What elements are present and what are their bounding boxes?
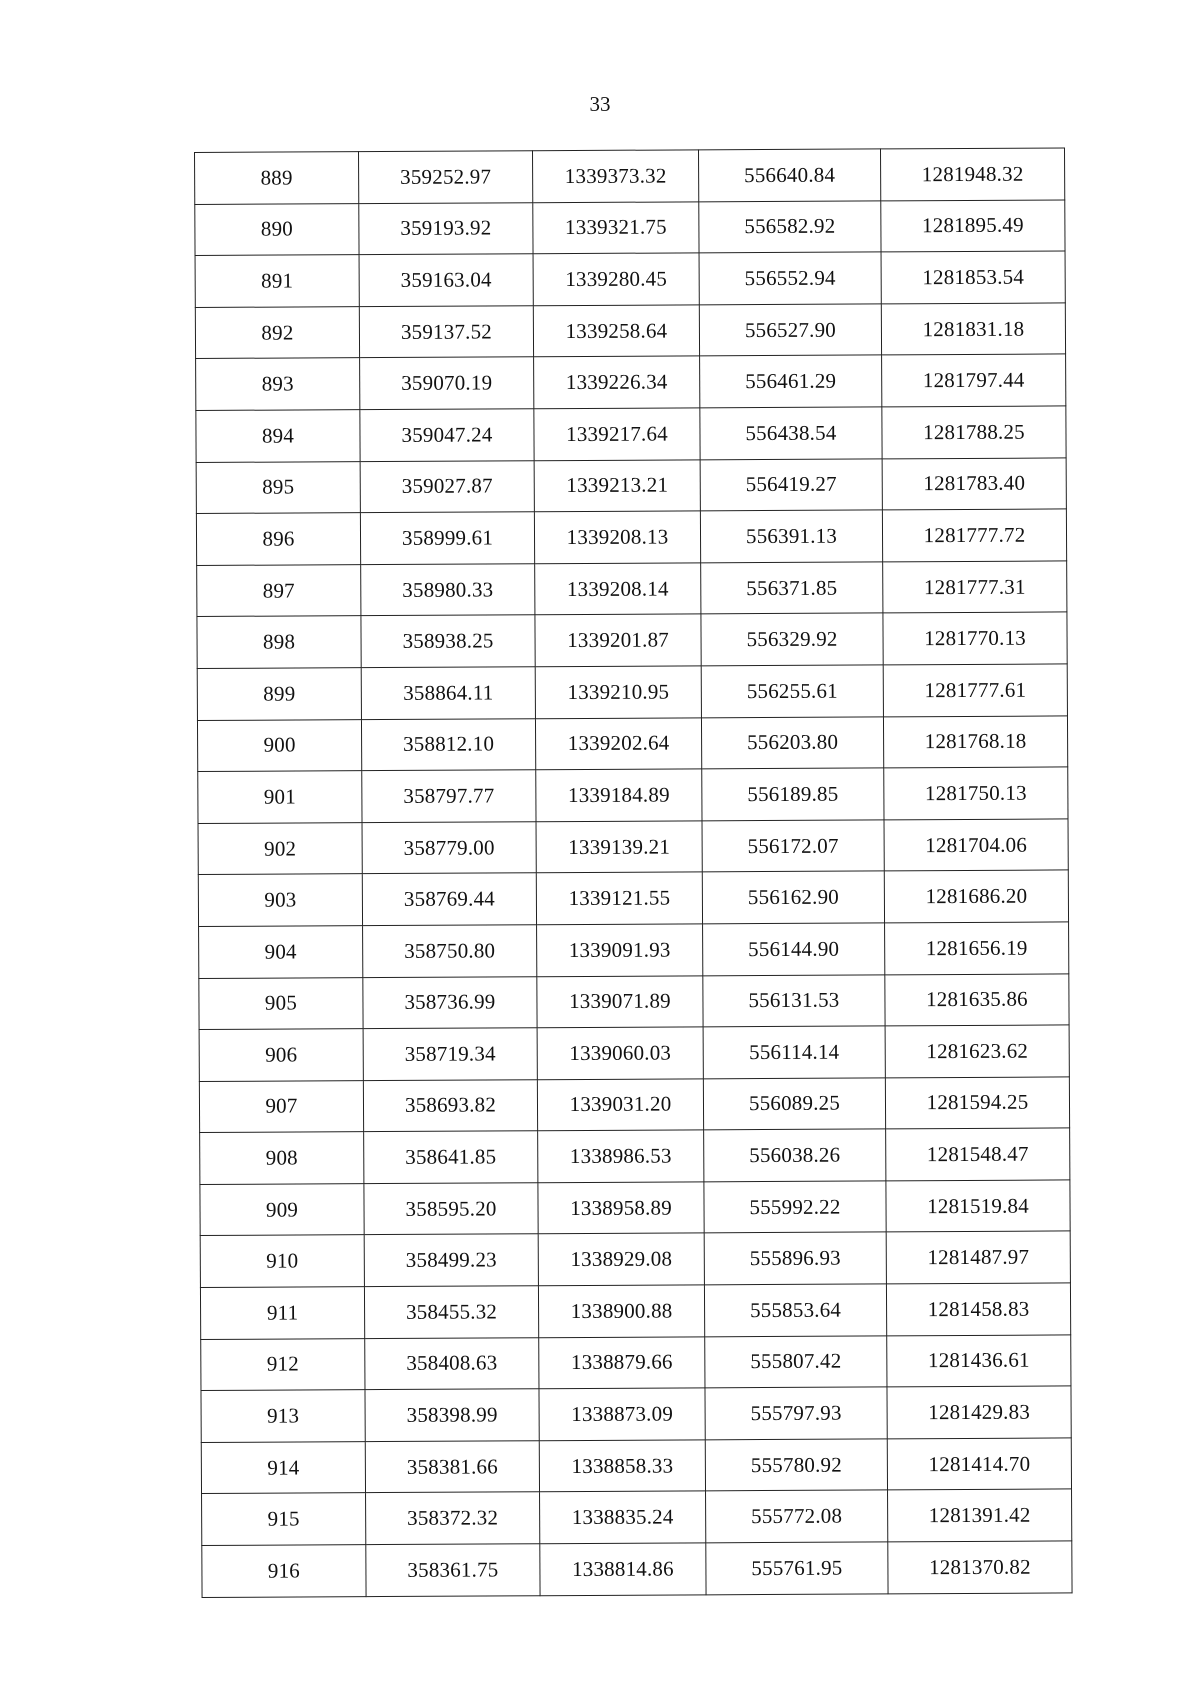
point-id-cell: 894 [196, 410, 360, 462]
point-id-cell: 898 [197, 616, 361, 668]
coord-a-cell: 358499.23 [364, 1234, 538, 1287]
coord-b-cell: 1339213.21 [534, 459, 700, 511]
table-row [200, 1231, 1070, 1287]
coord-a-cell: 358797.77 [362, 770, 536, 823]
table-row [196, 354, 1066, 410]
point-id-cell: 916 [202, 1545, 366, 1597]
coord-d-cell: 1281777.31 [883, 561, 1067, 614]
coord-b-cell: 1338879.66 [539, 1336, 705, 1388]
table-row [197, 664, 1067, 720]
coord-a-cell: 358812.10 [361, 718, 535, 771]
coord-c-cell: 555780.92 [705, 1439, 887, 1492]
coord-a-cell: 358769.44 [362, 873, 536, 926]
point-id-cell: 908 [200, 1132, 364, 1184]
coord-d-cell: 1281788.25 [882, 406, 1066, 459]
coord-a-cell: 359137.52 [359, 306, 533, 359]
coord-a-cell: 358408.63 [365, 1337, 539, 1390]
table-row [197, 715, 1067, 771]
coord-a-cell: 358381.66 [365, 1441, 539, 1494]
coord-c-cell: 556172.07 [702, 820, 884, 873]
coord-c-cell: 555772.08 [706, 1490, 888, 1543]
coord-b-cell: 1338986.53 [538, 1130, 704, 1182]
coord-b-cell: 1338835.24 [540, 1491, 706, 1543]
point-id-cell: 901 [198, 771, 362, 823]
point-id-cell: 912 [201, 1338, 365, 1390]
point-id-cell: 910 [200, 1235, 364, 1287]
coord-d-cell: 1281656.19 [885, 922, 1069, 975]
coord-d-cell: 1281370.82 [888, 1541, 1072, 1594]
coord-a-cell: 358864.11 [361, 667, 535, 720]
coord-c-cell: 556162.90 [702, 871, 884, 924]
coord-b-cell: 1339280.45 [533, 253, 699, 305]
point-id-cell: 904 [199, 926, 363, 978]
point-id-cell: 900 [197, 719, 361, 771]
coord-b-cell: 1339210.95 [535, 666, 701, 718]
coord-c-cell: 556329.92 [701, 613, 883, 666]
coord-d-cell: 1281635.86 [885, 973, 1069, 1026]
coord-d-cell: 1281487.97 [886, 1231, 1070, 1284]
table-row [196, 406, 1066, 462]
coord-c-cell: 556438.54 [700, 407, 882, 460]
coord-a-cell: 359252.97 [359, 151, 533, 204]
table-row [195, 148, 1065, 204]
coord-d-cell: 1281686.20 [884, 870, 1068, 923]
coord-c-cell: 555807.42 [705, 1336, 887, 1389]
coord-c-cell: 556582.92 [699, 200, 881, 253]
coord-d-cell: 1281783.40 [882, 458, 1066, 511]
coord-c-cell: 555896.93 [704, 1232, 886, 1285]
table-body [195, 148, 1073, 1597]
coord-b-cell: 1339226.34 [534, 356, 700, 408]
coord-d-cell: 1281429.83 [887, 1386, 1071, 1439]
coord-b-cell: 1339091.93 [537, 924, 703, 976]
table-row [195, 200, 1065, 256]
coord-c-cell: 556371.85 [701, 562, 883, 615]
page-number: 33 [589, 92, 611, 116]
table-row [200, 1283, 1070, 1339]
coord-d-cell: 1281768.18 [883, 715, 1067, 768]
table-row [195, 303, 1065, 359]
table-row [199, 973, 1069, 1029]
table-row [199, 1077, 1069, 1133]
coord-c-cell: 556144.90 [703, 923, 885, 976]
coord-d-cell: 1281548.47 [886, 1128, 1070, 1181]
coord-b-cell: 1339258.64 [533, 305, 699, 357]
coord-c-cell: 556461.29 [700, 355, 882, 408]
coord-c-cell: 556114.14 [703, 1026, 885, 1079]
coord-b-cell: 1338900.88 [538, 1285, 704, 1337]
point-id-cell: 903 [198, 874, 362, 926]
coord-c-cell: 556131.53 [703, 974, 885, 1027]
coord-c-cell: 555992.22 [704, 1181, 886, 1234]
point-id-cell: 915 [202, 1493, 366, 1545]
table-row [196, 458, 1066, 514]
point-id-cell: 893 [196, 358, 360, 410]
coord-b-cell: 1339201.87 [535, 614, 701, 666]
coord-a-cell: 359193.92 [359, 202, 533, 255]
coord-d-cell: 1281519.84 [886, 1180, 1070, 1233]
coord-a-cell: 358361.75 [366, 1544, 540, 1597]
point-id-cell: 907 [199, 1080, 363, 1132]
coord-a-cell: 359047.24 [360, 409, 534, 462]
point-id-cell: 905 [199, 977, 363, 1029]
coord-d-cell: 1281458.83 [886, 1283, 1070, 1336]
table-row [197, 561, 1067, 617]
point-id-cell: 913 [201, 1390, 365, 1442]
table-row [198, 767, 1068, 823]
coord-b-cell: 1339060.03 [537, 1027, 703, 1079]
coord-c-cell: 556203.80 [701, 716, 883, 769]
coord-a-cell: 358938.25 [361, 615, 535, 668]
coord-b-cell: 1338929.08 [538, 1233, 704, 1285]
point-id-cell: 889 [195, 152, 359, 204]
coord-c-cell: 556089.25 [703, 1078, 885, 1131]
coord-b-cell: 1339321.75 [533, 201, 699, 253]
point-id-cell: 899 [197, 668, 361, 720]
coord-a-cell: 359070.19 [360, 357, 534, 410]
coord-b-cell: 1338958.89 [538, 1182, 704, 1234]
coord-c-cell: 555853.64 [704, 1284, 886, 1337]
table-row [201, 1438, 1071, 1494]
coordinate-table [194, 147, 1073, 1597]
coord-a-cell: 358736.99 [363, 976, 537, 1029]
coord-c-cell: 556255.61 [701, 665, 883, 718]
coord-c-cell: 556640.84 [698, 149, 880, 202]
table-row [201, 1335, 1071, 1391]
coord-a-cell: 358595.20 [364, 1183, 538, 1236]
point-id-cell: 902 [198, 822, 362, 874]
coord-d-cell: 1281623.62 [885, 1025, 1069, 1078]
coord-d-cell: 1281853.54 [881, 251, 1065, 304]
table-row [199, 922, 1069, 978]
point-id-cell: 896 [196, 513, 360, 565]
coord-d-cell: 1281777.72 [882, 509, 1066, 562]
coord-a-cell: 358980.33 [361, 563, 535, 616]
coord-a-cell: 358750.80 [363, 925, 537, 978]
coord-a-cell: 358779.00 [362, 821, 536, 874]
coord-d-cell: 1281831.18 [881, 303, 1065, 356]
coord-b-cell: 1339208.14 [535, 563, 701, 615]
coord-d-cell: 1281704.06 [884, 819, 1068, 872]
coord-b-cell: 1339184.89 [536, 769, 702, 821]
point-id-cell: 909 [200, 1183, 364, 1235]
coord-c-cell: 555761.95 [706, 1542, 888, 1595]
table-row [196, 509, 1066, 565]
coord-a-cell: 358398.99 [365, 1389, 539, 1442]
point-id-cell: 906 [199, 1029, 363, 1081]
coord-b-cell: 1339373.32 [532, 150, 698, 202]
coord-a-cell: 358641.85 [364, 1131, 538, 1184]
table-row [200, 1128, 1070, 1184]
table-row [198, 819, 1068, 875]
coord-b-cell: 1339217.64 [534, 408, 700, 460]
coord-a-cell: 359027.87 [360, 460, 534, 513]
coord-c-cell: 555797.93 [705, 1387, 887, 1440]
coord-b-cell: 1339208.13 [534, 511, 700, 563]
table-row [198, 870, 1068, 926]
coord-b-cell: 1338858.33 [539, 1440, 705, 1492]
coord-c-cell: 556419.27 [700, 458, 882, 511]
coord-c-cell: 556391.13 [700, 510, 882, 563]
table-row [202, 1489, 1072, 1545]
coord-a-cell: 358372.32 [366, 1492, 540, 1545]
coord-d-cell: 1281770.13 [883, 612, 1067, 665]
coord-d-cell: 1281391.42 [888, 1489, 1072, 1542]
coord-b-cell: 1339139.21 [536, 821, 702, 873]
coord-d-cell: 1281948.32 [880, 148, 1064, 201]
coord-c-cell: 556527.90 [699, 304, 881, 357]
coord-a-cell: 359163.04 [359, 254, 533, 307]
coord-c-cell: 556552.94 [699, 252, 881, 305]
coord-b-cell: 1339202.64 [535, 717, 701, 769]
coord-d-cell: 1281777.61 [883, 664, 1067, 717]
coord-d-cell: 1281797.44 [882, 354, 1066, 407]
table-row [200, 1180, 1070, 1236]
table-row [195, 251, 1065, 307]
coord-a-cell: 358999.61 [360, 512, 534, 565]
coord-b-cell: 1339121.55 [536, 872, 702, 924]
coord-d-cell: 1281594.25 [885, 1077, 1069, 1130]
point-id-cell: 890 [195, 203, 359, 255]
point-id-cell: 891 [195, 255, 359, 307]
coord-b-cell: 1338873.09 [539, 1388, 705, 1440]
table-row [199, 1025, 1069, 1081]
coord-a-cell: 358719.34 [363, 1028, 537, 1081]
point-id-cell: 911 [200, 1287, 364, 1339]
table-row [197, 612, 1067, 668]
coord-d-cell: 1281750.13 [884, 767, 1068, 820]
coord-c-cell: 556038.26 [704, 1129, 886, 1182]
point-id-cell: 895 [196, 461, 360, 513]
coord-a-cell: 358693.82 [363, 1079, 537, 1132]
coord-d-cell: 1281895.49 [881, 200, 1065, 253]
coord-c-cell: 556189.85 [702, 768, 884, 821]
table-row [202, 1541, 1072, 1597]
coord-b-cell: 1339031.20 [537, 1079, 703, 1131]
coord-b-cell: 1339071.89 [537, 975, 703, 1027]
coord-a-cell: 358455.32 [364, 1286, 538, 1339]
coord-d-cell: 1281436.61 [887, 1335, 1071, 1388]
table-row [201, 1386, 1071, 1442]
point-id-cell: 914 [201, 1441, 365, 1493]
coord-b-cell: 1338814.86 [540, 1543, 706, 1595]
point-id-cell: 892 [195, 306, 359, 358]
point-id-cell: 897 [197, 564, 361, 616]
coord-d-cell: 1281414.70 [887, 1438, 1071, 1491]
